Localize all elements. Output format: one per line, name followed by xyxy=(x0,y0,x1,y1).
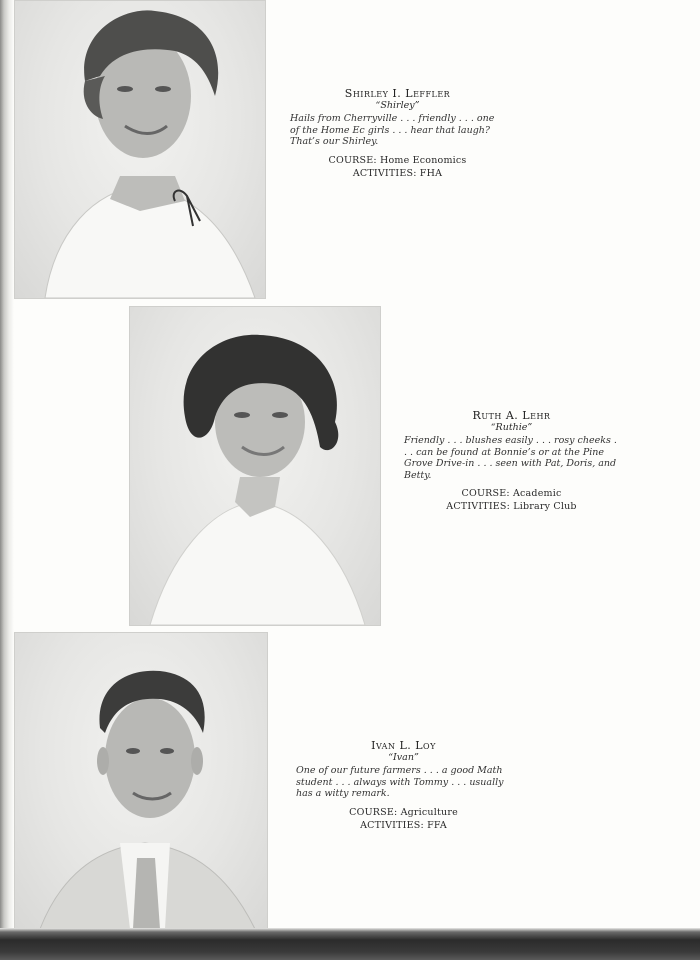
student-description: Hails from Cherryville . . . friendly . . . one of the Home Ec girls . . . hear that laugh? That’s our Shirley. xyxy=(290,113,495,147)
student-bio-shirley xyxy=(290,88,505,180)
portrait-photo-ruth xyxy=(129,306,381,626)
portrait-photo-shirley xyxy=(14,0,266,299)
student-nickname: “Shirley” xyxy=(375,100,420,111)
student-bio-ivan xyxy=(296,740,511,832)
portrait-illustration xyxy=(130,307,380,625)
student-activities: ACTIVITIES: FHA xyxy=(352,167,443,179)
student-nickname: “Ivan” xyxy=(388,752,419,763)
student-activities: ACTIVITIES: Library Club xyxy=(446,501,577,512)
portrait-photo-ivan xyxy=(14,632,268,930)
student-name: Ivan L. Loy xyxy=(371,739,436,752)
student-course: COURSE: Agriculture xyxy=(349,806,458,818)
student-description: Friendly . . . blushes easily . . . rosy cheeks . . . can be found at Bonnie’s or at the Pine Grove Drive-in . . . seen with Pat, Doris, and Betty. xyxy=(404,435,617,481)
page-spine xyxy=(0,0,14,940)
student-name: Ruth A. Lehr xyxy=(472,409,551,422)
student-nickname: “Ruthie” xyxy=(490,422,533,433)
student-course: COURSE: Academic xyxy=(461,488,562,499)
page-bottom-edge xyxy=(0,928,700,960)
portrait-illustration xyxy=(15,633,267,929)
student-activities: ACTIVITIES: FFA xyxy=(360,819,447,831)
student-name: Shirley I. Leffler xyxy=(344,87,451,100)
portrait-illustration xyxy=(15,1,265,298)
student-description: One of our future farmers . . . a good Math student . . . always with Tommy . . . usually has a witty remark. xyxy=(296,765,504,799)
student-bio-ruth xyxy=(404,410,619,513)
student-course: COURSE: Home Economics xyxy=(328,154,467,166)
